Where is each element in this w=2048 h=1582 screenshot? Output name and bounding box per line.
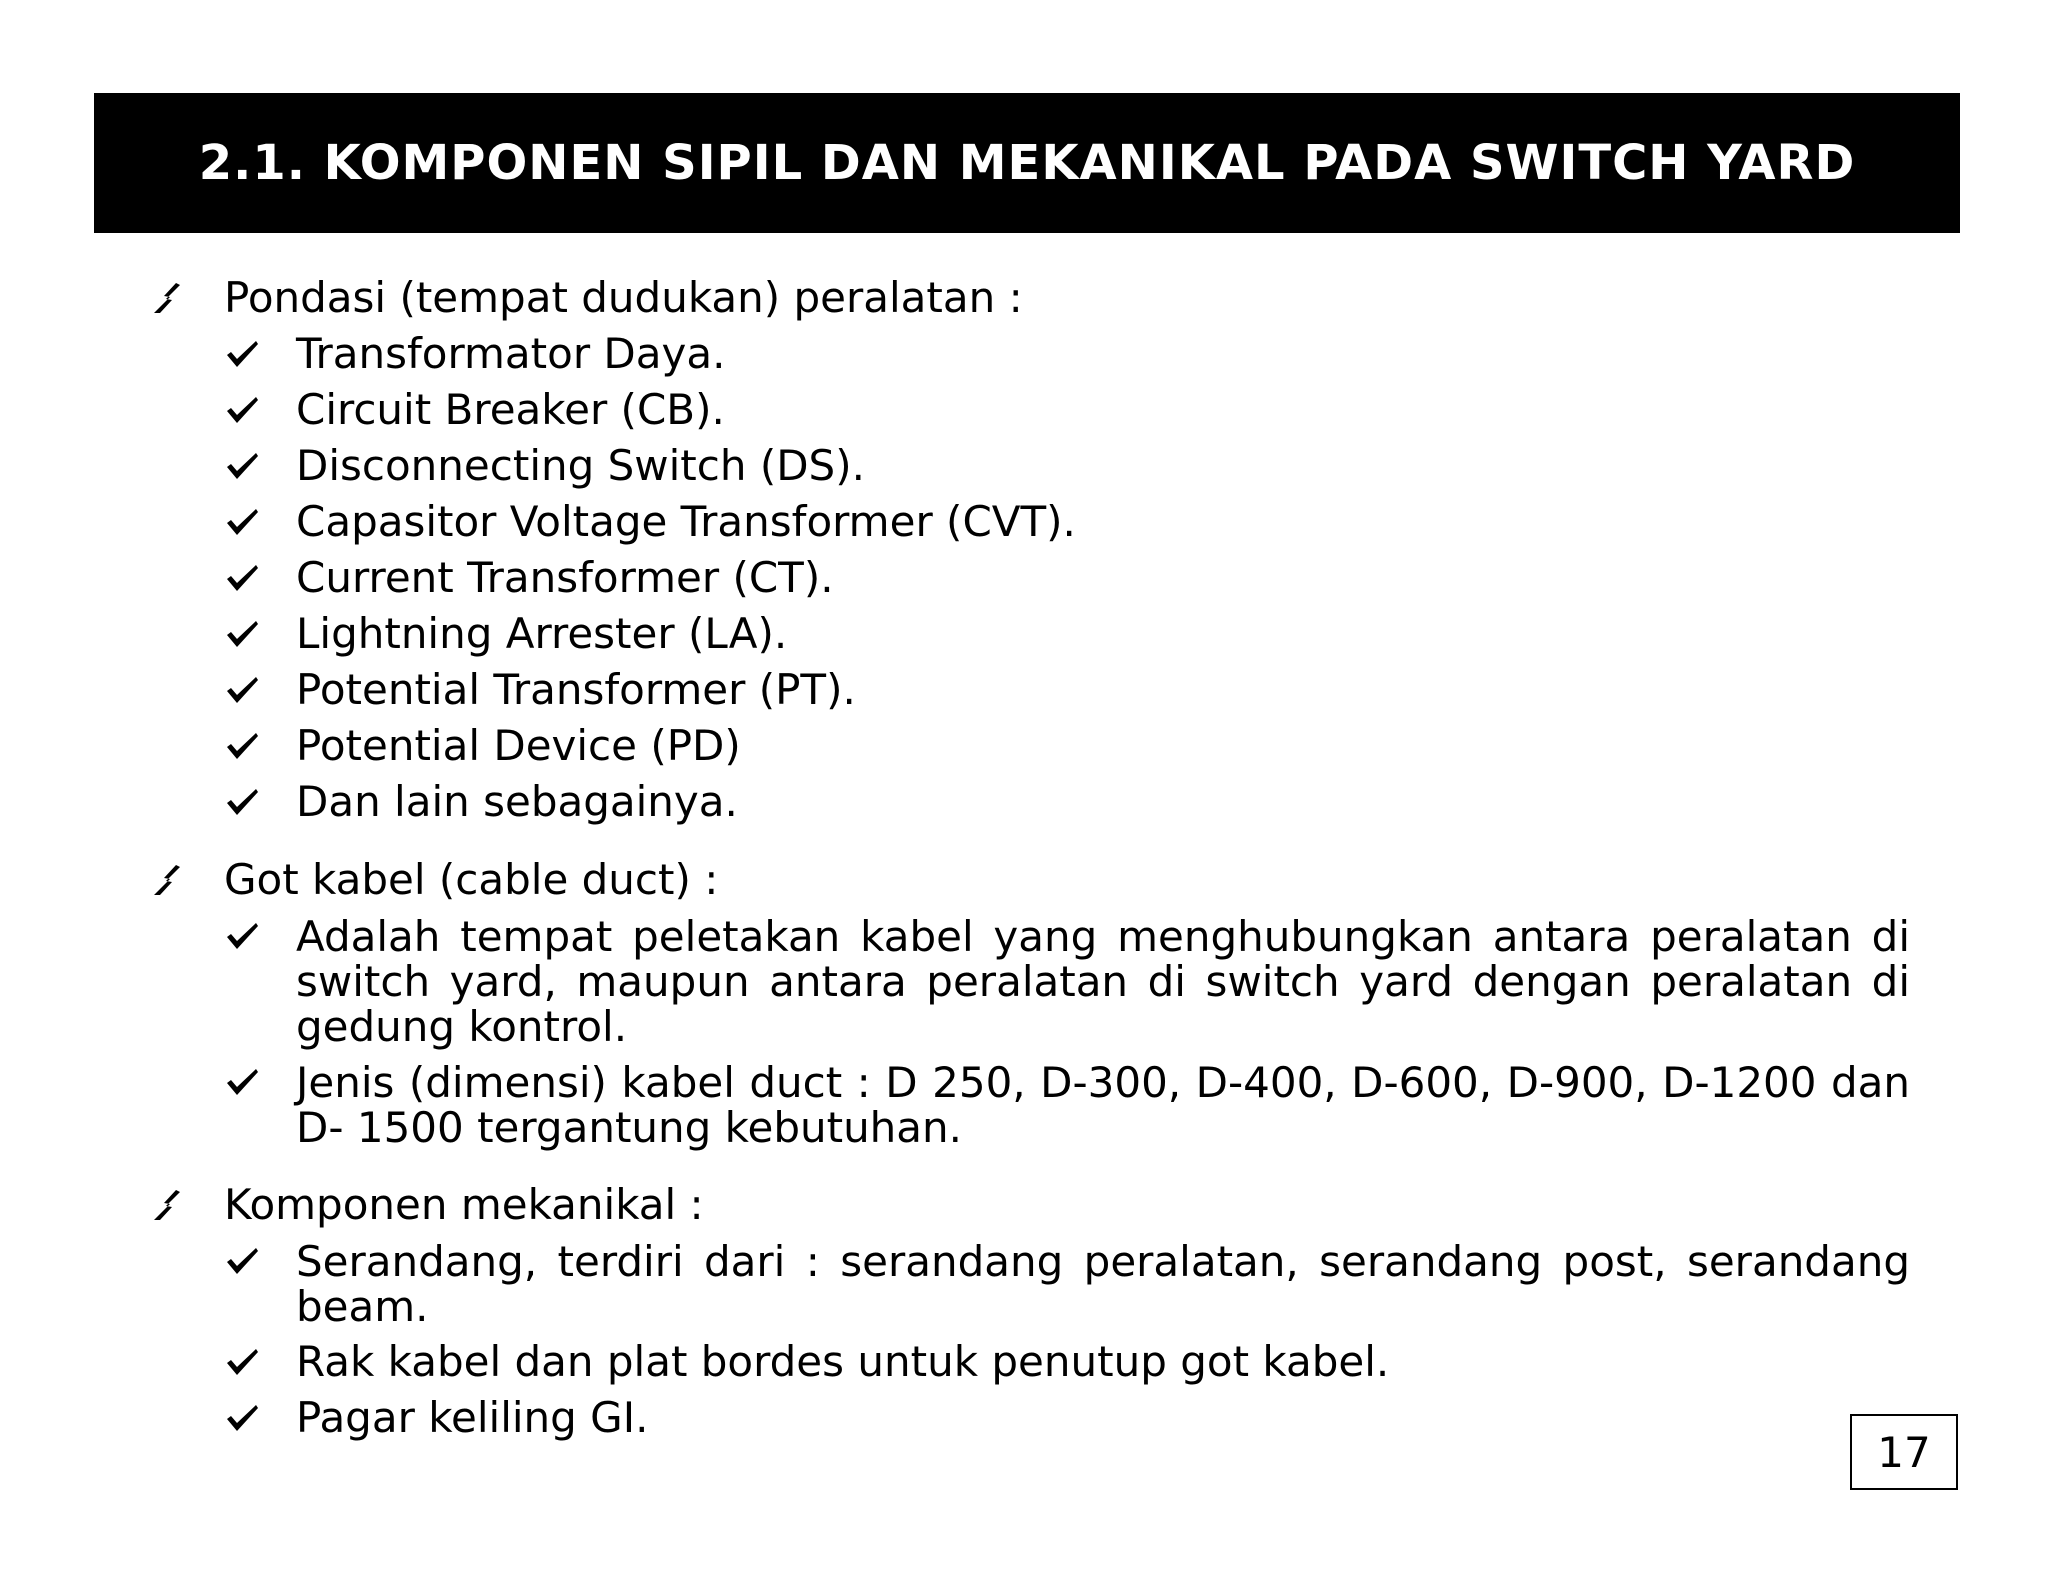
title-banner (94, 93, 1960, 233)
list-item-text: Potential Transformer (PT). (296, 665, 856, 714)
checkmark-icon (224, 550, 296, 606)
checkmark-icon (224, 1054, 296, 1110)
content-body (150, 270, 1910, 1468)
list-item-text: Jenis (dimensi) kabel duct : D 250, D-300, D-400, D-600, D-900, D-1200 dan D- 1500 tergantung kebutuhan. (296, 1058, 1910, 1152)
list-item (224, 438, 1910, 494)
list-item (224, 662, 1910, 718)
item-list (150, 326, 1910, 830)
list-item-text: Lightning Arrester (LA). (296, 609, 788, 658)
section-label: Komponen mekanikal : (224, 1180, 704, 1229)
section-got-kabel (150, 852, 1910, 1155)
list-item-text: Disconnecting Switch (DS). (296, 441, 865, 490)
list-item-text: Adalah tempat peletakan kabel yang menghubungkan antara peralatan di switch yard, maupun antara peralatan di switch yard dengan peralatan di gedung kontrol. (296, 912, 1910, 1051)
checkmark-icon (224, 494, 296, 550)
checkmark-icon (224, 1334, 296, 1390)
checkmark-icon (224, 438, 296, 494)
section-heading (150, 270, 1910, 326)
list-item (224, 1334, 1910, 1390)
list-item-text: Serandang, terdiri dari : serandang peralatan, serandang post, serandang beam. (296, 1237, 1910, 1331)
list-item-text: Current Transformer (CT). (296, 553, 834, 602)
page-title: 2.1. KOMPONEN SIPIL DAN MEKANIKAL PADA SWITCH YARD (198, 135, 1856, 191)
list-item-text: Circuit Breaker (CB). (296, 385, 725, 434)
lightning-bolt-icon (150, 270, 224, 326)
checkmark-icon (224, 662, 296, 718)
list-item (224, 606, 1910, 662)
page-number: 17 (1877, 1427, 1931, 1477)
section-komponen-mekanikal (150, 1177, 1910, 1446)
section-heading (150, 852, 1910, 908)
checkmark-icon (224, 718, 296, 774)
list-item-text: Potential Device (PD) (296, 721, 741, 770)
checkmark-icon (224, 1390, 296, 1446)
checkmark-icon (224, 326, 296, 382)
checkmark-icon (224, 774, 296, 830)
list-item (224, 1390, 1910, 1446)
list-item (224, 494, 1910, 550)
section-label: Got kabel (cable duct) : (224, 855, 719, 904)
list-item (224, 382, 1910, 438)
section-heading (150, 1177, 1910, 1233)
item-list (150, 908, 1910, 1155)
list-item-text: Capasitor Voltage Transformer (CVT). (296, 497, 1076, 546)
checkmark-icon (224, 908, 296, 964)
list-item (224, 718, 1910, 774)
list-item (224, 774, 1910, 830)
page-number-box (1850, 1414, 1958, 1490)
list-item-text: Rak kabel dan plat bordes untuk penutup got kabel. (296, 1337, 1390, 1386)
list-item-text: Dan lain sebagainya. (296, 777, 738, 826)
lightning-bolt-icon (150, 852, 224, 908)
lightning-bolt-icon (150, 1177, 224, 1233)
checkmark-icon (224, 1233, 296, 1289)
checkmark-icon (224, 382, 296, 438)
list-item (224, 908, 1910, 1054)
section-pondasi (150, 270, 1910, 830)
list-item (224, 550, 1910, 606)
list-item-text: Transformator Daya. (296, 329, 726, 378)
section-label: Pondasi (tempat dudukan) peralatan : (224, 273, 1023, 322)
list-item (224, 326, 1910, 382)
list-item (224, 1233, 1910, 1334)
list-item (224, 1054, 1910, 1155)
item-list (150, 1233, 1910, 1446)
list-item-text: Pagar keliling GI. (296, 1393, 649, 1442)
checkmark-icon (224, 606, 296, 662)
